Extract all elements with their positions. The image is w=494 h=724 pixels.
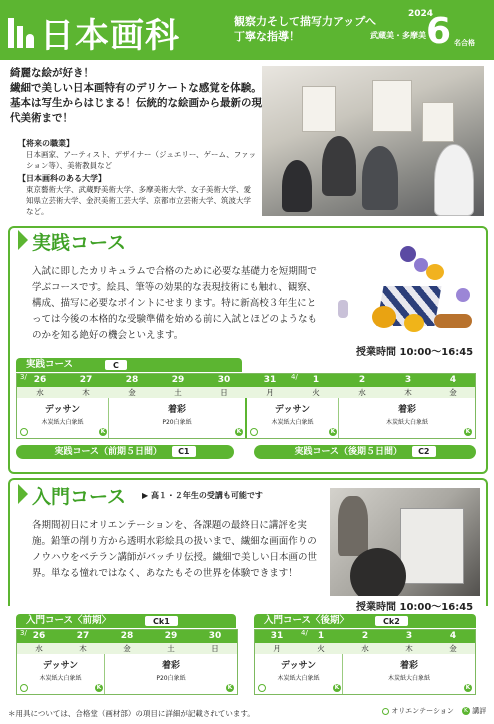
review-icon: K [96, 684, 102, 691]
review-icon: K [465, 428, 471, 435]
date-cell: 28 [125, 375, 139, 385]
date-cell: 31 [263, 375, 277, 385]
date-cell: 3 [405, 631, 413, 641]
schedule-block: 着彩 P20白象紙 [109, 398, 247, 438]
day-cell: 土 [167, 644, 175, 653]
header-year: 2024 [408, 9, 434, 19]
review-icon: K [330, 428, 336, 435]
day-cell: 水 [358, 388, 366, 397]
studio-photo [262, 66, 484, 216]
day-cell: 金 [123, 644, 131, 653]
intro-text: 綺麗な絵が好き！ 繊細で美しい日本画特有のデリケートな感覚を体験。 基本は写生からはじまる！伝統的な絵画から最新の現代美術まで！ [10, 67, 262, 124]
date-cell: 29 [171, 375, 185, 385]
review-icon: K [227, 684, 233, 691]
schedule-block: デッサン 木炭紙大白象紙 [17, 654, 105, 694]
nyumon-note: ▶ 高１・２年生の受講も可能です [142, 491, 263, 500]
day-cell: 水 [36, 388, 44, 397]
jissen-late-pill: 実践コース（後期５日間） C2 [254, 445, 476, 459]
date-cell: 26 [32, 631, 46, 641]
orientation-icon [20, 684, 28, 692]
schedule-block: 着彩 木炭紙大白象紙 [343, 654, 475, 694]
day-cell: 水 [35, 644, 43, 653]
nyumon-early-grid [16, 629, 238, 695]
schedule-block: 着彩 木炭紙大白象紙 [339, 398, 475, 438]
orientation-icon [20, 428, 28, 436]
day-cell: 火 [312, 388, 320, 397]
date-cell: 27 [76, 631, 90, 641]
jissen-description: 入試に即したカリキュラムで合格のために必要な基礎力を短期間で学ぶコースです。絵具、筆等の効果的な表現技術にも触れ、観察、構成、描写に必要なポイントにせまります。特に新高校３年生にとっては今後の本格的な受験準備を始める前に入試とほどのようなものかを知る絶好の機会といえます。 [32, 266, 318, 341]
review-icon: K [236, 428, 242, 435]
schedule-block: デッサン 木炭紙大白象紙 [255, 654, 343, 694]
orientation-icon [382, 708, 389, 715]
schedule-block: デッサン 木炭紙大白象紙 [17, 398, 109, 438]
date-cell: 4 [449, 631, 457, 641]
date-cell: 1 [312, 375, 320, 385]
header-school: 武蔵美・多摩美 [370, 31, 426, 40]
legend-review: K 講評 [462, 706, 486, 716]
nyumon-late-grid [254, 629, 476, 695]
day-cell: 月 [273, 644, 281, 653]
nyumon-title: 入門コース [32, 486, 127, 508]
date-cell: 1 [317, 631, 325, 641]
review-icon: K [334, 684, 340, 691]
careers-info: 【将来の職業】 日本画家、アーティスト、デザイナー（ジュエリー、ゲーム、ファッション等）、美術教員など 【日本画科のある大学】 東京藝術大学、武蔵野美術大学、多摩美術大学、女子美術大学、愛知県立芸術大学、金沢美術工芸大学、京都市立芸術大学、筑波大学など。 [18, 139, 257, 216]
date-cell: 31 [270, 631, 284, 641]
date-cell: 4 [449, 375, 457, 385]
day-cell: 木 [79, 644, 87, 653]
date-cell: 2 [361, 631, 369, 641]
header-subtitle: 観察力そして描写力アップへ 丁寧な指導！ [234, 15, 377, 43]
review-icon: K [465, 684, 471, 691]
drawing-class-photo [330, 488, 480, 596]
date-cell: 2 [358, 375, 366, 385]
month-label: 3/ [20, 629, 27, 637]
nyumon-hours: 授業時間 10:00〜16:45 [356, 602, 474, 613]
nyumon-early-code: Ck1 [144, 615, 179, 627]
date-cell: 3 [404, 375, 412, 385]
month-label: 4/ [301, 629, 308, 637]
orientation-icon [250, 428, 258, 436]
day-cell: 土 [174, 388, 182, 397]
jissen-title: 実践コース [32, 232, 127, 254]
nyumon-early-label: 入門コース〈前期〉 [16, 614, 236, 628]
schedule-block: 着彩 P20白象紙 [105, 654, 237, 694]
review-icon: K [100, 428, 106, 435]
header-pass-suffix: 名合格 [454, 39, 475, 47]
jissen-table-label: 実践コース [16, 358, 242, 372]
day-cell: 木 [82, 388, 90, 397]
jissen-hours: 授業時間 10:00〜16:45 [356, 347, 474, 358]
day-cell: 木 [404, 388, 412, 397]
nyumon-late-code: Ck2 [374, 615, 409, 627]
still-life-photo [330, 236, 480, 344]
date-cell: 27 [79, 375, 93, 385]
date-cell: 28 [120, 631, 134, 641]
date-cell: 30 [217, 375, 231, 385]
day-cell: 月 [266, 388, 274, 397]
nyumon-description: 各期間初日にオリエンテーションを、各課題の最終日に講評を実施。鉛筆の削り方から透明水彩絵具の扱いまで、繊細な画面作りのノウハウをベテラン講師がバッチリ伝授。繊細で美しい日本画の世界。単なる憧れではなく、あなたもその世界を体験できます！ [32, 520, 318, 579]
day-cell: 日 [211, 644, 219, 653]
date-cell: 26 [33, 375, 47, 385]
legend-orientation: オリエンテーション [382, 706, 454, 716]
brushes-logo-icon [8, 12, 34, 48]
jissen-schedule-grid [16, 373, 476, 439]
day-cell: 金 [128, 388, 136, 397]
day-cell: 金 [449, 388, 457, 397]
day-cell: 火 [317, 644, 325, 653]
footnote: ＊用具については、合格堂（画材部）の項目に詳細が記載されています。 [8, 709, 255, 718]
day-cell: 金 [449, 644, 457, 653]
jissen-early-pill: 実践コース（前期５日間） C1 [16, 445, 234, 459]
header-banner [0, 0, 494, 60]
review-icon: K [462, 707, 470, 715]
month-label: 3/ [20, 373, 27, 381]
orientation-icon [258, 684, 266, 692]
schedule-block: デッサン 木炭紙大白象紙 [247, 398, 339, 438]
day-cell: 水 [361, 644, 369, 653]
month-label: 4/ [291, 373, 298, 381]
date-cell: 30 [208, 631, 222, 641]
day-cell: 日 [220, 388, 228, 397]
nyumon-title-marker-icon [18, 484, 28, 504]
day-cell: 木 [405, 644, 413, 653]
header-pass-count: 6 [426, 11, 452, 52]
jissen-title-marker-icon [18, 230, 28, 250]
date-cell: 29 [164, 631, 178, 641]
jissen-code-badge: C [104, 359, 128, 371]
nyumon-late-label: 入門コース〈後期〉 [254, 614, 476, 628]
page-title: 日本画科 [40, 16, 180, 56]
